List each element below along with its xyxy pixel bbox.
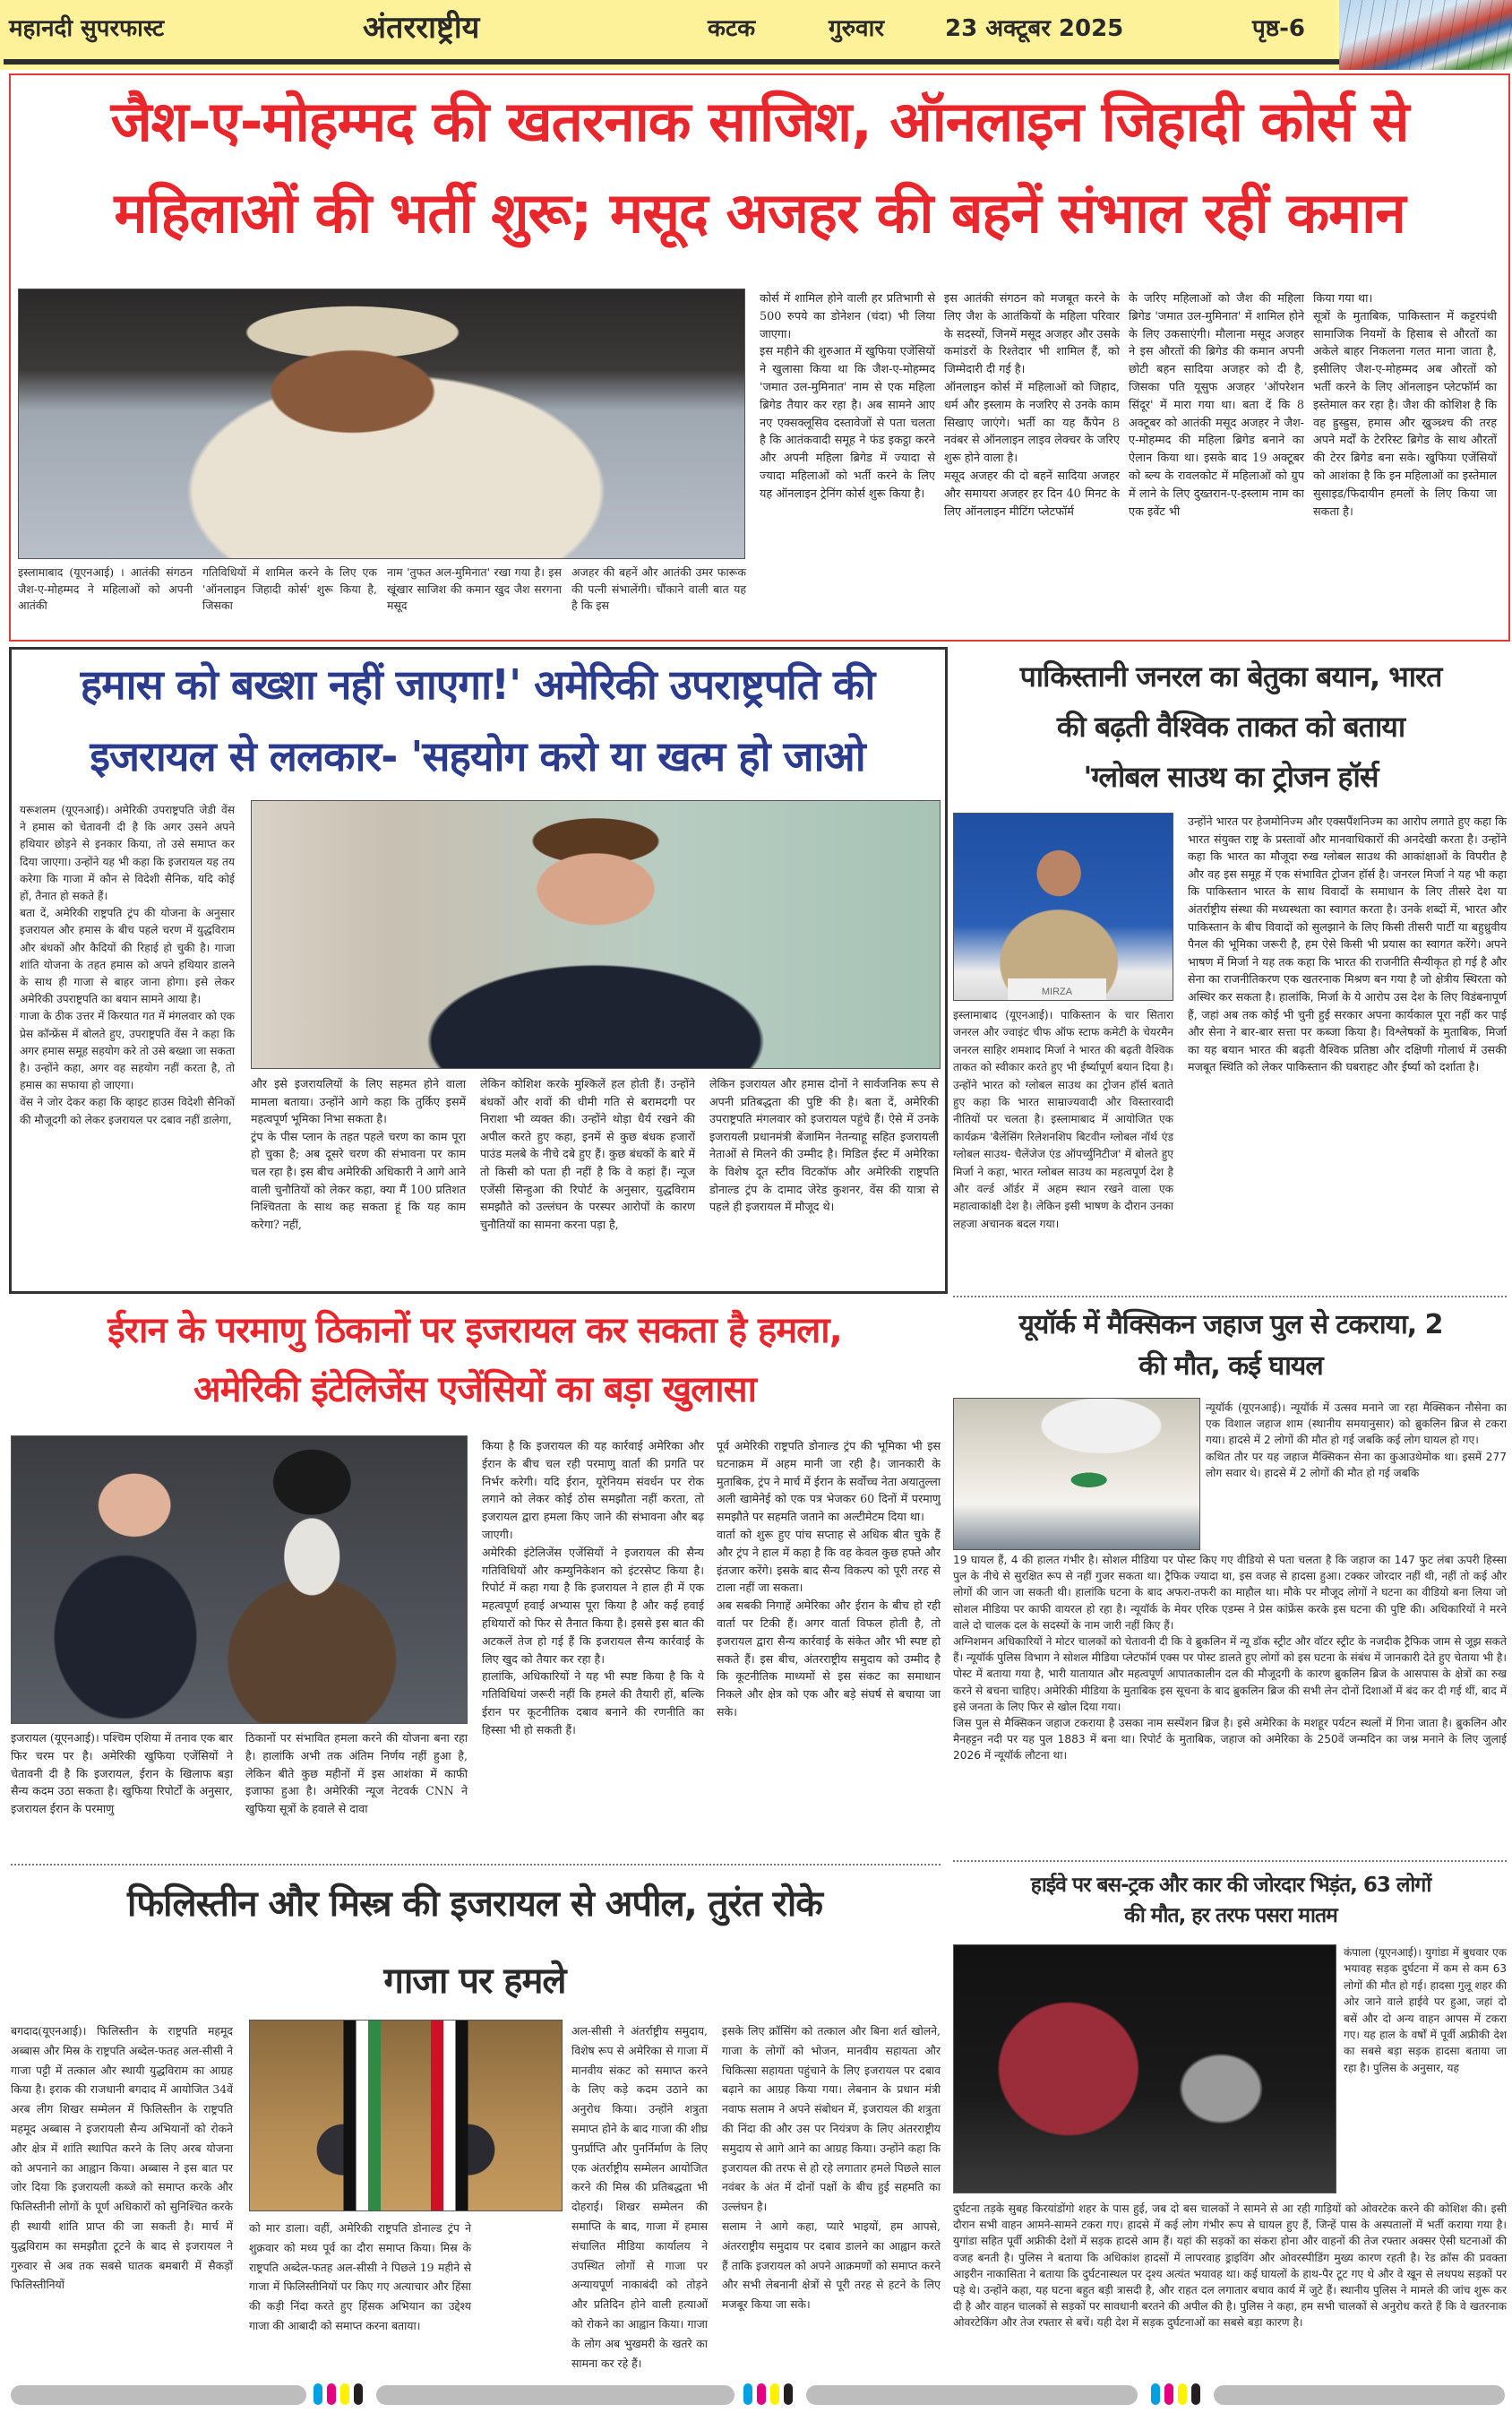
divider-pakistan (953, 1296, 1507, 1297)
article-iran-col-1 (11, 1729, 233, 1855)
article-pakistan-col-1 (953, 1007, 1173, 1285)
paper-name: महानदी सुपरफास्ट (9, 15, 165, 42)
general-mirza-photo (953, 813, 1173, 1001)
article-hamas-col-4-text: लेकिन इजरायल और हमास दोनों ने सार्वजनिक रूप से अपनी प्रतिबद्धता की पुष्टि की है। बता दें, अमेरिकी उपराष्ट्रपति मंगलवार को इजरायल पहुंचे हैं। ऐसे में उनके इजरायली प्रधानमंत्री बेंजामिन नेतन्याहू सहित इजरायली नेताओं से मिलने की उम्मीद है। मिडिल ईस्ट में अमेरिका के विशेष दूत स्टीव विटकॉफ और अमेरिकी राष्ट्रपति डोनाल्ड ट्रंप के दामाद जेरेड कुशनर, वेंस की यात्रा से पहले ही इजरायल में मौजूद थे। (709, 1077, 939, 1214)
article-jaish-col-2 (944, 290, 1120, 631)
yellow-mark (340, 2383, 349, 2405)
netanyahu-khamenei-photo (11, 1435, 468, 1724)
article-palestine-col-2 (249, 2219, 471, 2371)
footer-bar-right (1214, 2385, 1505, 2405)
jd-vance-photo (251, 800, 941, 1069)
registration-marks-3 (1151, 2383, 1200, 2405)
article-jaish-col-1 (760, 290, 935, 631)
article-pakistan-headline-1: पाकिस्तानी जनरल का बेतुका बयान, भारत (1019, 659, 1442, 694)
article-hamas-col-4 (709, 1075, 939, 1287)
article-iran-col-3-text: किया है कि इजरायल की यह कार्रवाई अमेरिका और ईरान के बीच चल रही परमाणु वार्ता की प्रगति पर निर्भर करेगी। यदि ईरान, यूरेनियम संवर्धन पर रोक लगाने को लेकर कोई ठोस समझौता नहीं करता, तो इजरायल द्वारा हमला किए जाने की संभावना और बढ़ जाएगी। अमेरिकी इंटेलिजेंस एजेंसियों ने इजरायल की सैन्य गतिविधियों और कम्युनिकेशन को इंटरसेप्ट किया है। रिपोर्ट में कहा गया है कि इजरायल ने हाल ही में एक महत्वपूर्ण हवाई अभ्यास पूरा किया है और कई हवाई हथियारों को फिर से तैनात किया है। इससे इस बात की अटकलें तेज हो गई हैं कि इजरायल सैन्य कार्रवाई के लिए खुद को तैयार कर रहा है। हालांकि, अधिकारियों ने यह भी स्पष्ट किया है कि ये गतिविधियां जरूरी नहीं कि हमले की तैयारी हों, बल्कि ईरान पर कूटनीतिक दबाव बनाने की रणनीति का हिस्सा भी हो सकती हैं। (482, 1439, 704, 1736)
article-iran-headline-1: ईरान के परमाणु ठिकानों पर इजरायल कर सकता है हमला, (107, 1310, 842, 1351)
article-hamas-col-2-text: और इसे इजरायलियों के लिए सहमत होने वाला मामला बताया। उन्होंने आगे कहा कि तुर्किए इसमें महत्वपूर्ण भूमिका निभा सकता है। ट्रंप के पीस प्लान के तहत पहले चरण का काम पूरा हो चुका है; अब दूसरे चरण की संभावना पर काम चल रहा है। इस बीच अमेरिकी अधिकारी ने आगे आने वाली चुनौतियों को लेकर कहा, क्या मैं 100 प्रतिशत निश्चितता के साथ कह सकता हूं कि यह काम करेगा? नहीं, (251, 1077, 466, 1231)
article-pakistan-col-2 (1188, 813, 1507, 1285)
article-jaish-col-4 (1313, 290, 1497, 631)
world-flags-image (1339, 0, 1512, 70)
abbas-sisi-photo (249, 2020, 563, 2211)
article-iran-col-1-text: इजरायल (यूएनआई)। पश्चिम एशिया में तनाव एक बार फिर चरम पर है। अमेरिकी खुफिया एजेंसियों ने चेतावनी दी है कि इजरायल, ईरान के खिलाफ बड़ा सैन्य कदम उठा सकता है। खुफिया रिपोर्टों के अनुसार, इजरायल ईरान के परमाणु (11, 1731, 233, 1816)
registration-marks-1 (314, 2383, 363, 2405)
yellow-mark (770, 2383, 779, 2405)
article-hamas-col-2 (251, 1075, 466, 1287)
article-jaish-col-3-text: के जरिए महिलाओं को जैश की महिला ब्रिगेड 'जमात उल-मुमिनात' में शामिल होने के लिए उकसाएंगी। मौलाना मसूद अजहर ने इस औरतों की ब्रिगेड की कमान अपनी छोटी बहन सादिया अजहर को दी है, जिसका पति यूसुफ अजहर 'ऑपरेशन सिंदूर' में मारा गया था। बता दें कि 8 अक्टूबर को आतंकी मसूद अजहर ने जैश-ए-मोहम्मद की महिला ब्रिगेड बनाने का ऐलान किया था। इसके बाद 19 अक्टूबर को ब्ल्य के रावलकोट में महिलाओं को ग्रुप में लाने के लिए दुख्तरान-ए-इस्लाम नाम का एक इवेंट भी (1129, 292, 1304, 519)
article-newyork-headline-1: यूयॉर्क में मैक्सिकन जहाज पुल से टकराया, 2 (1018, 1309, 1443, 1340)
article-palestine-col-3-text: अल-सीसी ने अंतर्राष्ट्रीय समुदाय, विशेष रूप से अमेरिका से गाजा में मानवीय संकट को समाप्त करने के लिए कड़े कदम उठाने का अनुरोध किया। उन्होंने शत्रुता समाप्त होने के बाद गाजा की शीघ्र पुनर्प्राप्ति और पुनर्निर्माण के लिए एक अंतर्राष्ट्रीय सम्मेलन आयोजित करने की मिस्र की प्रतिबद्धता भी दोहराई। शिखर सम्मेलन की समाप्ति के बाद, गाजा में हमास संचालित मीडिया कार्यालय ने उपस्थित लोगों से गाजा पर अन्यायपूर्ण नाकाबंदी को तोड़ने और प्रतिदिन होने वाली हत्याओं को रोकने का आह्वान किया। गाजा के लोग अब भुखमरी के खतरे का सामना कर रहे हैं। (571, 2024, 708, 2370)
article-hamas-col-1-text: यरूशलम (यूएनआई)। अमेरिकी उपराष्ट्रपति जेडी वेंस ने हमास को चेतावनी दी है कि अगर उसने अपने हथियार छोड़ने से इनकार किया, तो उसे समाप्त कर दिया जाएगा। उन्होंने यह भी कहा कि इजरायल यह तय करेगा कि गाजा में कौन से विदेशी सैनिक, यदि कोई हों, तैनात हो सकते हैं। बता दें, अमेरिकी राष्ट्रपति ट्रंप की योजना के अनुसार इजरायल और हमास के बीच पहले चरण में युद्धविराम और बंधकों और कैदियों की रिहाई हो चुकी है। गाजा शांति योजना के तहत हमास को अपने हथियार डालने के साथ ही गाजा से बाहर जाना होगा। इसे लेकर अमेरिकी उपराष्ट्रपति का बयान सामने आया है। गाजा के ठीक उत्तर में किरयात गत में मंगलवार को एक प्रेस कॉन्फ्रेंस में बोलते हुए, उपराष्ट्रपति वेंस ने कहा कि अगर हमास समूह सहयोग करे तो उसे बख्शा जा सकता है। उन्होंने कहा, अगर वह सहयोग नहीं करता है, तो हमास का सफाया हो जाएगा। वेंस ने जोर देकर कहा कि व्हाइट हाउस विदेशी सैनिकों की मौजूदगी को लेकर इजरायल पर दबाव नहीं डालेगा, (20, 804, 235, 1126)
divider-newyork (953, 1860, 1507, 1862)
article-uganda-headline-1: हाईवे पर बस-ट्रक और कार की जोरदार भिड़ंत, 63 लोगों (1030, 1874, 1431, 1897)
footer-bar-middle (376, 2385, 735, 2405)
article-palestine-col-4 (722, 2021, 941, 2371)
article-pakistan-headline-2: की बढ़ती वैश्विक ताकत को बताया (1056, 710, 1405, 744)
yellow-mark (1178, 2383, 1187, 2405)
article-newyork-headline-2: की मौत, कई घायल (1138, 1350, 1323, 1382)
divider-iran (11, 1864, 941, 1866)
masthead-rule (4, 59, 1340, 65)
article-jaish-col-1-text: कोर्स में शामिल होने वाली हर प्रतिभागी से 500 रुपये का डोनेशन (चंदा) भी लिया जाएगा। इस महीने की शुरुआत में खुफिया एजेंसियों ने खुलासा किया था कि जैश-ए-मोहम्मद 'जमात उल-मुमिनात' नाम से एक महिला ब्रिगेड तैयार कर रहा है। अब सामने आए नए एक्सक्लूसिव दस्तावेजों से पता चलता है कि आतंकवादी समूह ने फंड इकट्ठा करने और अपनी महिला ब्रिगेड में ज्यादा से ज्यादा महिलाओं को भर्ती करने के लिए यह ऑनलाइन ट्रेनिंग कोर्स शुरू किया है। (760, 292, 935, 501)
article-iran-headline-2: अमेरिकी इंटेलिजेंस एजेंसियों का बड़ा खुलासा (193, 1369, 756, 1410)
article-hamas-col-1 (20, 802, 235, 1286)
article-jaish-col-2-text: इस आतंकी संगठन को मजबूत करने के लिए जैश के आतंकियों के महिला परिवार के सदस्यों, जिनमें मसूद अजहर और उसके कमांडरों के रिश्तेदार भी शामिल हैं, को जिम्मेदारी दी गई है। ऑनलाइन कोर्स में महिलाओं को जिहाद, धर्म और इस्लाम के नजरिए से उनके काम सिखाए जाएंगे। भर्ती का यह कैंपेन 8 नवंबर से ऑनलाइन लाइव लेक्चर के जरिए शुरू होने वाला है। मसूद अजहर की दो बहनें सादिया अजहर और समायरा अजहर हर दिन 40 मिनट के लिए ऑनलाइन मीटिंग प्लेटफॉर्म (944, 292, 1120, 519)
footer-bar-middle-2 (806, 2385, 1138, 2405)
edition-city: कटक (708, 15, 756, 42)
article-newyork-intro-text: न्यूयॉर्क (यूएनआई)। न्यूयॉर्क में उत्सव मनाने जा रहा मैक्सिकन नौसेना का एक विशाल जहाज शाम (स्थानीय समयानुसार) को ब्रुकलिन ब्रिज से टकरा गया। हादसे में 2 लोगों की मौत हो गई जबकि कई लोग घायल हो गए। कथित तौर पर यह जहाज मैक्सिकन सेना का कुआउथेमोक था। इसमें 277 लोग सवार थे। हादसे में 2 लोगों की मौत हो गई जबकि (1206, 1401, 1507, 1479)
article-newyork-body (953, 1552, 1507, 1857)
article-hamas-headline-2: इजरायल से ललकार- 'सहयोग करो या खत्म हो जाओ (90, 732, 865, 780)
mirza-name-plate: MIRZA (1008, 978, 1106, 1000)
page-number: पृष्ठ-6 (1252, 15, 1305, 42)
black-mark (1191, 2383, 1200, 2405)
article-palestine-headline-1: फिलिस्तीन और मिस्त्र की इजरायल से अपील, तुरंत रोके (126, 1883, 823, 1925)
registration-marks-2 (743, 2383, 793, 2405)
article-uganda-body-text: दुर्घटना तड़के सुबह किरयांडोंगो शहर के पास हुई, जब दो बस चालकों ने सामने से आ रही गाड़ियों को ओवरटेक करने की कोशिश की। इसी दौरान सभी वाहन आमने-सामने टकरा गए। हादसे में कई लोग गंभीर रूप से घायल हुए हैं, जिन्हें पास के अस्पतालों में भर्ती कराया गया है। युगांडा सहित पूर्वी अफ्रीकी देशों में सड़क हादसे आम हैं। यहां की सड़कों का संकरा होना और वाहनों की तेज रफ्तार अक्सर ऐसी घटनाओं की वजह बनती है। पुलिस ने बताया कि अधिकांश हादसों में लापरवाह ड्राइविंग और ओवरस्पीडिंग मुख्य कारण रहती है। रेड क्रॉस की प्रवक्ता आइरीन नाकासिता ने बताया कि दुर्घटनास्थल पर दृश्य अत्यंत भयावह था। कई घायलों के हाथ-पैर टूट गए थे और वे खून से लथपथ सड़कों पर पड़े थे। उन्होंने कहा, यह घटना बहुत बड़ी त्रासदी है, और राहत दल लगातार बचाव कार्य में जुटे हैं। स्थानीय पुलिस ने मामले की जांच शुरू कर दी है और वाहन चालकों से सड़कों पर सावधानी बरतने की अपील की है। पुलिस ने कहा, हम सभी चालकों से अनुरोध करते हैं कि वे खतरनाक ओवरटेकिंग और तेज रफ्तार से बचें। यही देश में सड़क दुर्घटनाओं का सबसे बड़ा कारण है। (953, 2202, 1507, 2330)
article-iran-col-4 (717, 1437, 941, 1855)
article-jaish-col-3 (1129, 290, 1304, 631)
article-jaish-caption-col-3: नाम 'तुफत अल-मुमिनात' रखा गया है। इस खूंखार साजिश की कमान खुद जैश सरगना मसूद (387, 565, 562, 613)
cyan-mark (314, 2383, 322, 2405)
article-jaish-caption-col-2: गतिविधियों में शामिल करने के लिए एक 'ऑनलाइन जिहादी कोर्स' शुरू किया है, जिसका (202, 565, 377, 613)
article-palestine-col-1 (11, 2021, 233, 2371)
footer-bar-left (11, 2385, 306, 2405)
cyan-mark (1151, 2383, 1160, 2405)
article-iran-col-3 (482, 1437, 704, 1855)
magenta-mark (327, 2383, 336, 2405)
article-palestine-col-4-text: इसके लिए क्रॉसिंग को तत्काल और बिना शर्त खोलने, गाजा के लोगों को भोजन, मानवीय सहायता और चिकित्सा सहायता पहुंचाने के लिए इजरायल पर दबाव बढ़ाने का आग्रह किया गया। लेबनान के प्रधान मंत्री नवाफ सलाम ने अपने संबोधन में, इजरायल की शत्रुता की निंदा की और उस पर नियंत्रण के लिए अंतरराष्ट्रीय समुदाय से आगे आने का आग्रह किया। उन्होंने कहा कि इजरायल की तरफ से हो रहे लगातार हमले पिछले साल नवंबर के अंत में दोनों पक्षों के बीच हुई सहमति का उल्लंघन है। सलाम ने आगे कहा, प्यारे भाइयों, हम आपसे, अंतरराष्ट्रीय समुदाय पर दबाव डालने का आह्वान करते हैं ताकि इजरायल को अपने आक्रमणों को समाप्त करने और सभी लेबनानी क्षेत्रों से पूरी तरह से हटने के लिए मजबूर किया जा सके। (722, 2024, 941, 2312)
article-uganda-headline-2: की मौत, हर तरफ पसरा मातम (1124, 1904, 1337, 1927)
article-hamas-headline-1: हमास को बख्शा नहीं जाएगा!' अमेरिकी उपराष्ट्रपति की (80, 660, 875, 709)
article-uganda-body (953, 2201, 1507, 2373)
mexican-ship-photo (953, 1398, 1200, 1550)
article-uganda-intro-text: कंपाला (यूएनआई)। युगांडा में बुधवार एक भयावह सड़क दुर्घटना में कम से कम 63 लोगों की मौत हो गई। हादसा गुलू शहर की ओर जाने वाले हाईवे पर हुआ, जहां दो बसें और दो अन्य वाहन आपस में टकरा गए। यह हाल के वर्षों में पूर्वी अफ्रीकी देश का सबसे बड़ा सड़क हादसा बताया जा रहा है। पुलिस के अनुसार, यह (1344, 1946, 1507, 2074)
masthead-bar (0, 0, 1335, 66)
article-iran-col-4-text: पूर्व अमेरिकी राष्ट्रपति डोनाल्ड ट्रंप की भूमिका भी इस घटनाक्रम में अहम मानी जा रही है। जानकारी के मुताबिक, ट्रंप ने मार्च में ईरान के सर्वोच्च नेता अयातुल्ला अली खामेनेई को एक पत्र भेजकर 60 दिनों में परमाणु समझौते पर सहमति जताने का अल्टीमेटम दिया था। वार्ता को शुरू हुए पांच सप्ताह से अधिक बीत चुके हैं और ट्रंप ने हाल में कहा है कि वह केवल कुछ हफ्ते और इंतजार करेंगे। इसके बाद सैन्य विकल्प को पूरी तरह से टाला नहीं जा सकता। अब सबकी निगाहें अमेरिका और ईरान के बीच हो रही वार्ता पर टिकी हैं। अगर वार्ता विफल होती है, तो इजरायल द्वारा सैन्य कार्रवाई के संकेत और भी स्पष्ट हो सकते हैं। इस बीच, अंतरराष्ट्रीय समुदाय को उम्मीद है कि कूटनीतिक माध्यमों से इस संकट का समाधान निकले और क्षेत्र को एक और बड़े संघर्ष से बचाया जा सके। (717, 1439, 941, 1719)
article-palestine-headline-2: गाजा पर हमले (383, 1960, 566, 2002)
article-hamas-col-3 (480, 1075, 695, 1287)
article-hamas-col-3-text: लेकिन कोशिश करके मुश्किलें हल होती हैं। उन्होंने बंधकों और शवों की धीमी गति से बरामदगी पर निराशा भी व्यक्त की। उन्होंने थोड़ा धैर्य रखने की अपील करते हुए कहा, इनमें से कुछ बंधक हजारों पाउंड मलबे के नीचे दबे हुए हैं। कुछ बंधकों के बारे में तो किसी को पता ही नहीं है कि वे कहां हैं। न्यूज एजेंसी सिन्हुआ की रिपोर्ट के अनुसार, युद्धविराम समझौते को उल्लंघन के परस्पर आरोपों के कारण चुनौतियों का सामना करना पड़ा है, (480, 1077, 695, 1231)
article-uganda-intro (1344, 1944, 1507, 2197)
article-pakistan-col-1-text: इस्लामाबाद (यूएनआई)। पाकिस्तान के चार सितारा जनरल और ज्वाइंट चीफ ऑफ स्टाफ कमेटी के चेयरमैन जनरल साहिर शमशाद मिर्जा ने भारत की बढ़ती वैश्विक ताकत को स्वीकार करते हुए भी ईर्ष्यापूर्ण बयान दिया है। उन्होंने भारत को ग्लोबल साउथ का ट्रोजन हॉर्स बताते हुए कहा कि भारत साम्राज्यवादी और विस्तारवादी नीतियों पर चलता है। इस्लामाबाद में आयोजित एक कार्यक्रम 'बैलेंसिंग रिलेशनशिप बिटवीन ग्लोबल नॉर्थ एंड ग्लोबल साउथ- चैलेंजेज एंड ऑपर्च्युनिटीज' में बोलते हुए मिर्जा ने कहा, भारत ग्लोबल साउथ का महत्वपूर्ण देश है और वर्ल्ड ऑर्डर में अहम स्थान रखने वाला एक महात्वाकांक्षी देश है। लेकिन इसी भाषण के दौरान उनका लहजा अचानक बदल गया। (953, 1009, 1173, 1230)
masthead (0, 0, 1512, 70)
edition-day: गुरुवार (829, 15, 885, 42)
section-title: अंतरराष्ट्रीय (363, 10, 480, 46)
black-mark (784, 2383, 793, 2405)
black-mark (354, 2383, 363, 2405)
article-pakistan-col-2-text: उन्होंने भारत पर हेजमोनिज्म और एक्सपैंशनिज्म का आरोप लगाते हुए कहा कि भारत संयुक्त राष्ट्र के प्रस्तावों और मानवाधिकारों की अनदेखी करता है। उन्होंने कहा कि भारत का मौजूदा रुख ग्लोबल साउथ की आकांक्षाओं के विपरीत है और वह इस समूह में एक संभावित ट्रोजन हॉर्स है। जनरल मिर्जा ने यह भी कहा कि पाकिस्तान भारत के साथ विवादों के समाधान के लिए तीसरे देश या अंतर्राष्ट्रीय संस्था की मध्यस्थता का स्वागत करता है। उनके शब्दों में, भारत और पाकिस्तान के बीच विवादों को सुलझाने के लिए किसी तीसरी पार्टी या बहुध्रुवीय पैनल की भूमिका जरूरी है, हम ऐसे किसी भी प्रयास का स्वागत करेंगे। अपने भाषण में मिर्जा ने यह तक कहा कि भारत की राजनीति सैन्यीकृत हो गई है और सेना का राजनीतिकरण एक खतरनाक मिश्रण बन गया है जो क्षेत्रीय स्थिरता को अस्थिर कर सकता है। हालांकि, मिर्जा के ये आरोप उस देश के लिए विडंबनापूर्ण हैं, जहां अब तक कोई भी चुनी हुई सरकार अपना कार्यकाल पूरा नहीं कर पाई और सेना ने बार-बार सत्ता पर कब्जा किया है। विश्लेषकों के मुताबिक, मिर्जा का यह बयान भारत की बढ़ती वैश्विक प्रतिष्ठा और दक्षिणी गोलार्ध में उसकी मजबूत स्थिति को लेकर पाकिस्तान की घबराहट और ईर्ष्या को दर्शाता है। (1188, 814, 1507, 1074)
article-palestine-col-1-text: बगदाद(यूएनआई)। फिलिस्तीन के राष्ट्रपति महमूद अब्बास और मिस्र के राष्ट्रपति अब्देल-फतह अल-सीसी ने गाजा पट्टी में तत्काल और स्थायी युद्धविराम का आग्रह किया है। इराक की राजधानी बगदाद में आयोजित 34वें अरब लीग शिखर सम्मेलन में फिलिस्तीन के राष्ट्रपति महमूद अब्बास ने इजरायली सैन्य अभियानों को रोकने और क्षेत्र में शांति स्थापित करने के लिए अरब योजना को अपनाने का आह्वान किया। अब्बास ने इस बात पर जोर दिया कि इजरायली कब्जे को समाप्त करके और फिलिस्तीनी लोगों के पूर्ण अधिकारों को सुनिश्चित करके ही स्थायी शांति प्राप्त की जा सकती है। मार्च में युद्धविराम का समझौता टूटने के बाद से इजरायल ने गुरुवार से अब तक सबसे घातक बमबारी में सैकड़ों फिलिस्तीनियों (11, 2024, 233, 2292)
article-palestine-col-3 (571, 2021, 708, 2370)
article-iran-col-2-text: ठिकानों पर संभावित हमला करने की योजना बना रहा है। हालांकि अभी तक अंतिम निर्णय नहीं हुआ है, लेकिन बीते कुछ महीनों में इस आशंका में काफी इजाफा हुआ है। अमेरिकी न्यूज नेटवर्क CNN ने खुफिया सूत्रों के हवाले से दावा (245, 1731, 468, 1816)
article-newyork-intro (1206, 1400, 1507, 1550)
article-jaish-col-4-text: किया गया था। सूत्रों के मुताबिक, पाकिस्तान में कट्टरपंथी सामाजिक नियमों के हिसाब से औरतों का अकेले बाहर निकलना गलत माना जाता है, इसीलिए जैश-ए-मोहम्मद अब औरतों को भर्ती करने के लिए ऑनलाइन प्लेटफॉर्म का इस्तेमाल कर रहा है। जैश की कोशिश है कि वह ह्रुस्ह्रुस, हमास और ख्रुञ्च्र्श्च की तरह अपने मर्दों के टेररिस्ट ब्रिगेड के साथ औरतों की टेरर ब्रिगेड बना सके। खुफिया एजेंसियों को आशंका है कि इन महिलाओं का इस्तेमाल सुसाइड/फिदायीन हमलों के लिए किया जा सकता है। (1313, 292, 1497, 519)
article-jaish-headline-1: जैश-ए-मोहम्मद की खतरनाक साजिश, ऑनलाइन जिहादी कोर्स से (110, 89, 1409, 154)
masood-azhar-photo (18, 289, 745, 559)
bus-crash-photo (953, 1944, 1336, 2193)
article-iran-col-2 (245, 1729, 468, 1855)
article-jaish-caption-col-1: इस्लामाबाद (यूएनआई) । आतंकी संगठन जैश-ए-मोहम्मद ने महिलाओं को अपनी आतंकी (18, 565, 193, 613)
edition-date: 23 अक्टूबर 2025 (945, 15, 1124, 42)
article-jaish-caption-col-4: अजहर की बहनें और आतंकी उमर फारूक की पत्नी संभालेंगी। चौंकाने वाली बात यह है कि इस (571, 565, 746, 613)
article-jaish-headline-2: महिलाओं की भर्ती शुरू; मसूद अजहर की बहनें संभाल रहीं कमान (114, 180, 1405, 246)
magenta-mark (1164, 2383, 1173, 2405)
article-palestine-col-2-text: को मार डाला। वहीं, अमेरिकी राष्ट्रपति डोनाल्ड ट्रंप ने शुक्रवार को मध्य पूर्व का दौरा समाप्त किया। मिस्र के राष्ट्रपति अब्देल-फतह अल-सीसी ने पिछले 19 महीने से गाजा में फिलिस्तीनियों पर किए गए अत्याचार और हिंसा की कड़ी निंदा करते हुए हिंसक अभियान का उद्देश्य गाजा की आबादी को समाप्त करना बताया। (249, 2221, 471, 2332)
article-newyork-body-text: 19 घायल हैं, 4 की हालत गंभीर है। सोशल मीडिया पर पोस्ट किए गए वीडियो से पता चलता है कि जहाज का 147 फुट लंबा ऊपरी हिस्सा पुल के नीचे से सुरक्षित रूप से नहीं गुजर सकता था। ट्रैफिक ज्यादा था, इस वजह से हादसा हुआ। टक्कर जोरदार नहीं थी, नहीं तो कई और लोगों की जान जा सकती थी। हालांकि घटना के बाद अफरा-तफरी का माहौल था। मौके पर मौजूद लोगों ने घटना का वीडियो बना लिया जो सोशल मीडिया पर काफी वायरल हो रहा है। न्यूयॉर्क के मेयर एरिक एडम्स ने प्रेस कांफ्रेंस करके इस घटना की पुष्टि की। अधिकारियों ने मरने वाले दो चालक दल के सदस्यों के नाम जारी नहीं किए हैं। अग्निशमन अधिकारियों ने मोटर चालकों को चेतावनी दी कि वे ब्रुकलिन में न्यू डॉक स्ट्रीट और वॉटर स्ट्रीट के नजदीक ट्रैफिक जाम से जूझ सकते हैं। न्यूयॉर्क पुलिस विभाग ने सोशल मीडिया प्लेटफॉर्म एक्स पर पोस्ट डालते हुए लोगों को इस घटना के संबंध में जानकारी देते हुए चेताया भी है। पोस्ट में बताया गया है, भारी यातायात और महत्वपूर्ण आपातकालीन दल की मौजूदगी के कारण ब्रुकलिन ब्रिज के आसपास के क्षेत्रों का रुख करने से बचना चाहिए। अमेरिकी मीडिया के मुताबिक इस सूचना के बाद ब्रुकलिन ब्रिज की सभी लेन दोनों दिशाओं में बंद कर दी गई थीं, बाद में इसे जनता के लिए फिर से खोल दिया गया। जिस पुल से मैक्सिकन जहाज टकराया है उसका नाम सस्पेंशन ब्रिज है। इसे अमेरिका के मशहूर पर्यटन स्थलों में गिना जाता है। ब्रुकलिन और मैनहट्टन नदी पर यह पुल 1883 में बना था। रिपोर्ट के मुताबिक, जहाज को अमेरिका के 250वें जन्मदिन का जश्न मनाने के लिए जुलाई 2026 में न्यूयॉर्क लौटना था। (953, 1554, 1508, 1762)
article-pakistan-headline-3: 'ग्लोबल साउथ का ट्रोजन हॉर्स (1083, 760, 1379, 794)
magenta-mark (757, 2383, 766, 2405)
cyan-mark (743, 2383, 752, 2405)
